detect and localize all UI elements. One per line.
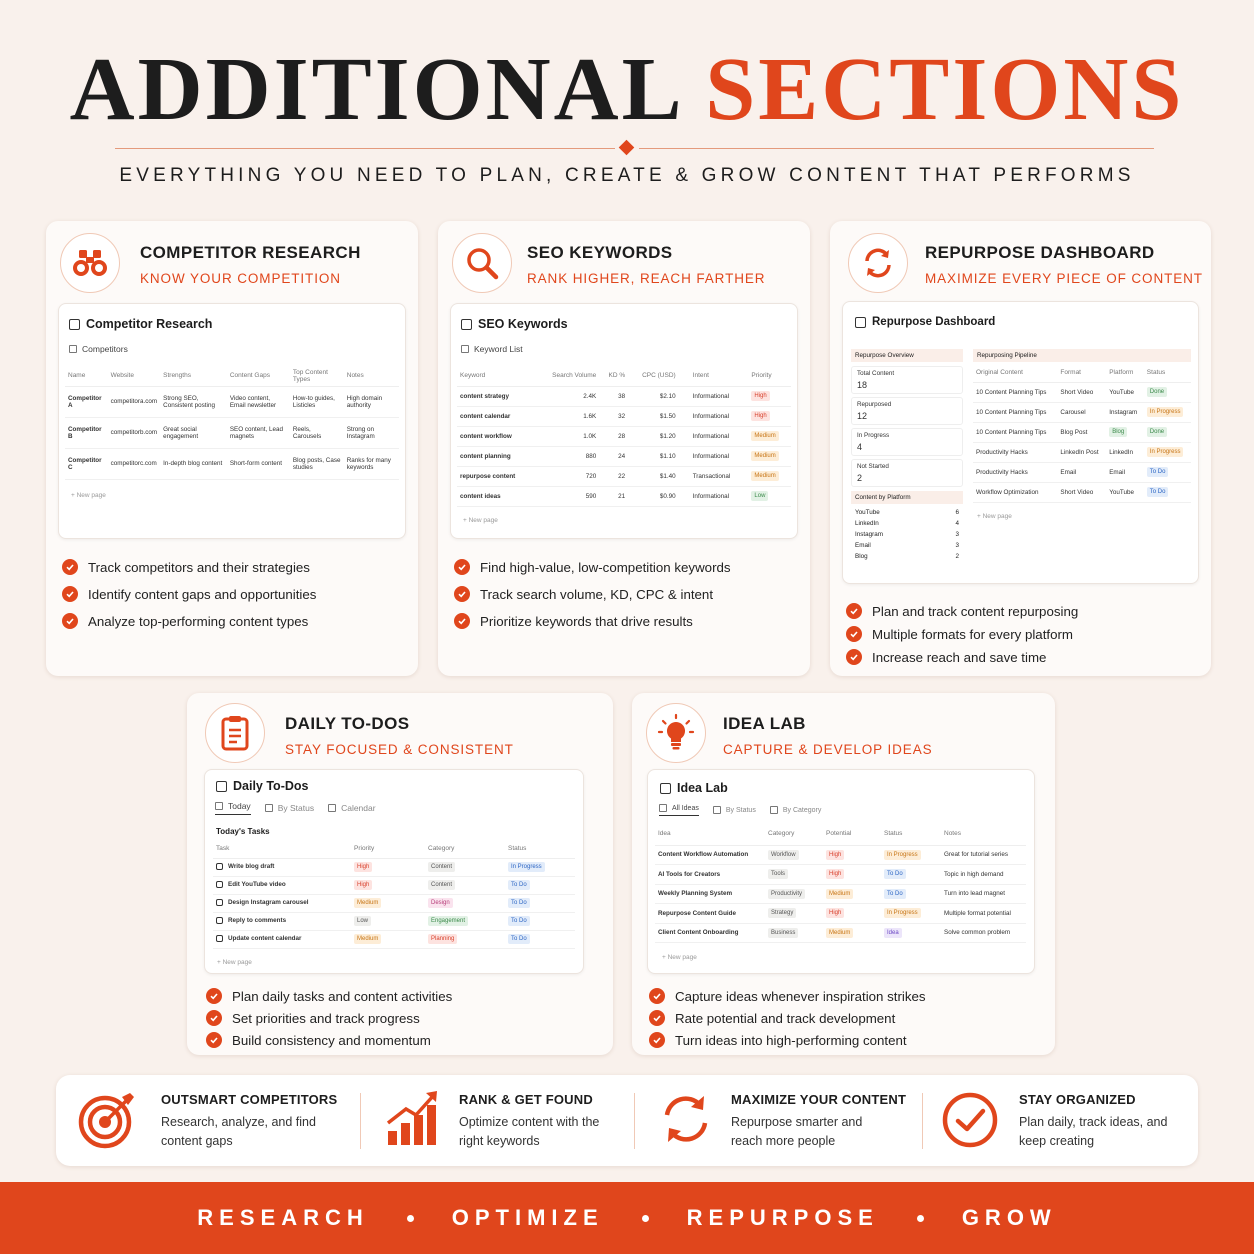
card-title: SEO KEYWORDS (527, 243, 673, 262)
repurpose-screenshot (842, 301, 1199, 584)
lightbulb-icon (646, 703, 706, 763)
category-tag: Design (428, 898, 453, 908)
column-header: Strengths (160, 366, 227, 386)
status-tag: To Do (1147, 467, 1169, 477)
title-part-1: ADDITIONAL (69, 40, 680, 139)
card-title: COMPETITOR RESEARCH (140, 243, 361, 262)
page-title (0, 40, 1254, 140)
potential-tag: Medium (826, 889, 853, 899)
bullet-item: Find high-value, low-competition keywords (454, 559, 731, 575)
category-tag: Productivity (768, 889, 805, 899)
tab-today[interactable]: Today (215, 801, 251, 815)
check-icon (62, 586, 78, 602)
view-tabs (659, 804, 821, 816)
card-subtitle: RANK HIGHER, REACH FARTHER (527, 271, 766, 286)
column-header: KD % (599, 366, 628, 386)
status-tag: To Do (508, 934, 530, 944)
column-header: Potential (823, 823, 881, 845)
idea-row[interactable]: Client Content Onboarding Business Medium Idea Solve common problem (655, 923, 1026, 943)
feature-desc: Research, analyze, and find content gaps (161, 1115, 316, 1148)
new-page-button[interactable]: + New page (463, 517, 498, 524)
card-daily-todos (187, 693, 613, 1055)
column-header: Top Content Types (290, 366, 344, 386)
tab-calendar[interactable]: Calendar (328, 801, 376, 815)
check-icon (649, 1010, 665, 1026)
status-tag: To Do (884, 889, 906, 899)
check-icon (846, 626, 862, 642)
tab-all-ideas[interactable]: All Ideas (659, 804, 699, 816)
screenshot-title: Idea Lab (660, 781, 728, 795)
divider-left (115, 148, 615, 149)
idea-row[interactable]: Repurpose Content Guide Strategy High In Progress Multiple format potential (655, 904, 1026, 924)
card-seo-keywords (438, 221, 810, 676)
check-icon (846, 603, 862, 619)
seo-screenshot (450, 303, 798, 539)
stat-not-started: Not Started 2 (851, 459, 963, 487)
column-header: Keyword (457, 366, 535, 386)
bullet-item: Prioritize keywords that drive results (454, 613, 731, 629)
section-title: Today's Tasks (216, 827, 270, 836)
table-row[interactable]: Workflow Optimization Short Video YouTube To Do (973, 482, 1191, 502)
pipeline-header: Repurposing Pipeline (973, 349, 1191, 362)
platform-row: LinkedIn 4 (855, 520, 959, 527)
board-icon (713, 806, 721, 814)
screenshot-title: Repurpose Dashboard (855, 316, 995, 328)
card-subtitle: KNOW YOUR COMPETITION (140, 271, 341, 286)
priority-tag: High (354, 880, 372, 890)
bullet-item: Rate potential and track development (649, 1010, 926, 1026)
view-tab-keyword-list[interactable]: Keyword List (461, 344, 523, 354)
priority-tag: Medium (354, 898, 381, 908)
task-row[interactable]: Design Instagram carousel Medium Design To Do (213, 894, 575, 912)
column-header: Notes (941, 823, 1026, 845)
column-header: Status (505, 840, 575, 858)
bullet-list (62, 559, 316, 638)
screenshot-title: Competitor Research (69, 317, 212, 331)
status-tag: Done (1147, 387, 1167, 397)
feature-divider (360, 1093, 361, 1149)
database-icon (69, 319, 80, 330)
screenshot-title: Daily To-Dos (216, 779, 308, 793)
task-row[interactable]: Reply to comments Low Engagement To Do (213, 912, 575, 930)
table-row[interactable]: content planning 880 24 $1.10 Informational Medium (457, 446, 791, 466)
divider-diamond (619, 140, 635, 156)
tab-by-status[interactable]: By Status (713, 804, 756, 816)
new-page-button[interactable]: + New page (71, 492, 106, 499)
feature-title: MAXIMIZE YOUR CONTENT (731, 1092, 907, 1107)
column-header: Category (425, 840, 505, 858)
feature-title: STAY ORGANIZED (1019, 1092, 1136, 1107)
check-icon (206, 988, 222, 1004)
feature-title: OUTSMART COMPETITORS (161, 1092, 338, 1107)
platform-row: Blog 2 (855, 553, 959, 560)
table-icon (659, 804, 667, 812)
todos-screenshot (204, 769, 584, 974)
card-subtitle: STAY FOCUSED & CONSISTENT (285, 742, 514, 757)
bullet-list (846, 603, 1078, 674)
status-tag: To Do (1147, 487, 1169, 497)
checkbox[interactable] (216, 935, 223, 942)
page-subtitle: EVERYTHING YOU NEED TO PLAN, CREATE & GROW CONTENT THAT PERFORMS (119, 165, 1135, 186)
new-page-button[interactable]: + New page (977, 512, 1012, 520)
priority-tag: Low (751, 491, 768, 501)
divider-right (639, 148, 1154, 149)
status-tag: To Do (884, 869, 906, 879)
status-tag: To Do (508, 898, 530, 908)
column-header: Category (765, 823, 823, 845)
feature-desc: Repurpose smarter and reach more people (731, 1115, 863, 1148)
column-header: Priority (351, 840, 425, 858)
column-header: Content Gaps (227, 366, 290, 386)
check-icon (846, 649, 862, 665)
column-header: Task (213, 840, 351, 858)
priority-tag: High (354, 862, 372, 872)
ideas-table (655, 823, 1026, 943)
target-icon (78, 1091, 136, 1154)
table-row[interactable]: content ideas 590 21 $0.90 Informational Low (457, 486, 791, 506)
priority-tag: Medium (751, 451, 778, 461)
check-icon (454, 613, 470, 629)
idea-row[interactable]: AI Tools for Creators Tools High To Do Topic in high demand (655, 865, 1026, 885)
column-header: Website (108, 366, 161, 386)
table-row[interactable]: 10 Content Planning Tips Carousel Instagram In Progress (973, 402, 1191, 422)
bullet-item: Plan daily tasks and content activities (206, 988, 452, 1004)
card-title: IDEA LAB (723, 714, 806, 733)
category-tag: Content (428, 862, 455, 872)
column-header: Name (65, 366, 108, 386)
table-row[interactable]: 10 Content Planning Tips Blog Post Blog Done (973, 422, 1191, 442)
features-bar (56, 1075, 1198, 1166)
bullet-item: Multiple formats for every platform (846, 626, 1078, 642)
priority-tag: Medium (751, 471, 778, 481)
column-header: Idea (655, 823, 765, 845)
footer-word-repurpose: REPURPOSE (686, 1205, 879, 1230)
check-circle-icon (941, 1091, 999, 1154)
category-tag: Business (768, 928, 798, 938)
check-icon (454, 559, 470, 575)
view-tab-competitors[interactable]: Competitors (69, 344, 128, 354)
platform-row: YouTube 6 (855, 509, 959, 516)
bullet-item: Increase reach and save time (846, 649, 1078, 665)
pipeline-table (973, 364, 1191, 503)
status-tag: In Progress (1147, 407, 1184, 417)
category-tag: Tools (768, 869, 788, 879)
potential-tag: High (826, 869, 844, 879)
status-tag: Idea (884, 928, 902, 938)
bar-growth-icon (384, 1089, 440, 1152)
platform-header: Content by Platform (851, 491, 963, 504)
check-icon (62, 613, 78, 629)
binoculars-icon (60, 233, 120, 293)
checkbox[interactable] (216, 917, 223, 924)
new-page-button[interactable]: + New page (662, 954, 697, 961)
table-icon (215, 802, 223, 810)
checkbox[interactable] (216, 863, 223, 870)
competitor-table (65, 366, 399, 480)
status-tag: In Progress (508, 862, 545, 872)
stat-total: Total Content 18 (851, 366, 963, 394)
priority-tag: High (751, 411, 769, 421)
potential-tag: High (826, 850, 844, 860)
category-tag: Planning (428, 934, 457, 944)
platform-row: Instagram 3 (855, 531, 959, 538)
column-header: Notes (344, 366, 399, 386)
calendar-icon (216, 781, 227, 792)
table-row[interactable]: repurpose content 720 22 $1.40 Transactional Medium (457, 466, 791, 486)
card-title: DAILY TO-DOS (285, 714, 410, 733)
status-tag: In Progress (884, 908, 921, 918)
feature-desc: Plan daily, track ideas, and keep creating (1019, 1115, 1168, 1148)
check-icon (649, 1032, 665, 1048)
bullet-list (206, 988, 452, 1057)
calendar-icon (328, 804, 336, 812)
check-icon (62, 559, 78, 575)
feature-divider (922, 1093, 923, 1149)
status-tag: To Do (508, 880, 530, 890)
bullet-item: Turn ideas into high-performing content (649, 1032, 926, 1048)
board-icon (770, 806, 778, 814)
checkbox[interactable] (216, 881, 223, 888)
feature-desc: Optimize content with the right keywords (459, 1115, 600, 1148)
column-header: Platform (1106, 364, 1144, 382)
footer-word-research: RESEARCH (197, 1205, 369, 1230)
card-title: REPURPOSE DASHBOARD (925, 243, 1155, 262)
bullet-item: Track search volume, KD, CPC & intent (454, 586, 731, 602)
feature-divider (634, 1093, 635, 1149)
footer-word-grow: GROW (961, 1205, 1057, 1230)
table-row[interactable]: 10 Content Planning Tips Short Video YouTube Done (973, 382, 1191, 402)
screenshot-title: SEO Keywords (461, 317, 568, 331)
priority-tag: Medium (751, 431, 778, 441)
database-icon (660, 783, 671, 794)
status-tag: In Progress (1147, 447, 1184, 457)
category-tag: Engagement (428, 916, 468, 926)
competitor-screenshot (58, 303, 406, 539)
priority-tag: Low (354, 916, 371, 926)
stat-in-progress: In Progress 4 (851, 428, 963, 456)
priority-tag: Medium (354, 934, 381, 944)
title-part-2: SECTIONS (705, 40, 1185, 139)
bullet-item: Identify content gaps and opportunities (62, 586, 316, 602)
board-icon (265, 804, 273, 812)
platform-row: Email 3 (855, 542, 959, 549)
table-row[interactable]: Competitor B competitorb.com Great social engagement SEO content, Lead magnets Reels, Carousels Strong on Instagram (65, 417, 399, 448)
table-row[interactable]: Competitor A competitora.com Strong SEO, Consistent posting Video content, Email newsletter How-to guides, Listicles High domain authority (65, 386, 399, 417)
feature-title: RANK & GET FOUND (459, 1092, 593, 1107)
card-idea-lab (632, 693, 1055, 1055)
footer-dot (917, 1215, 924, 1222)
check-icon (649, 988, 665, 1004)
potential-tag: Medium (826, 928, 853, 938)
bullet-list (454, 559, 731, 638)
checkbox[interactable] (216, 899, 223, 906)
stat-repurposed: Repurposed 12 (851, 397, 963, 425)
status-tag: In Progress (884, 850, 921, 860)
column-header: Status (881, 823, 941, 845)
tasks-table (213, 840, 575, 949)
dashboard-icon (855, 317, 866, 328)
column-header: Format (1057, 364, 1106, 382)
keyword-table (457, 366, 791, 507)
overview-header: Repurpose Overview (851, 349, 963, 362)
table-row[interactable]: Productivity Hacks Email Email To Do (973, 462, 1191, 482)
check-icon (206, 1032, 222, 1048)
table-row[interactable]: Productivity Hacks LinkedIn Post LinkedIn In Progress (973, 442, 1191, 462)
clipboard-icon (205, 703, 265, 763)
column-header: Search Volume (535, 366, 599, 386)
task-row[interactable]: Write blog draft High Content In Progress (213, 858, 575, 876)
column-header: Original Content (973, 364, 1057, 382)
table-icon (461, 345, 469, 353)
table-row[interactable]: Competitor C competitorc.com In-depth blog content Short-form content Blog posts, Case studies Ranks for many keywords (65, 448, 399, 479)
cycle-arrows-icon (658, 1091, 714, 1152)
bullet-item: Build consistency and momentum (206, 1032, 452, 1048)
bullet-list (649, 988, 926, 1057)
category-tag: Workflow (768, 850, 799, 860)
column-header: CPC (USD) (628, 366, 679, 386)
status-tag: To Do (508, 916, 530, 926)
column-header: Intent (679, 366, 749, 386)
potential-tag: High (826, 908, 844, 918)
column-header: Priority (748, 366, 791, 386)
bullet-item: Analyze top-performing content types (62, 613, 316, 629)
status-tag: Done (1147, 427, 1167, 437)
database-icon (461, 319, 472, 330)
table-row[interactable]: content calendar 1.6K 32 $1.50 Informational High (457, 406, 791, 426)
table-row[interactable]: content strategy 2.4K 38 $2.10 Informational High (457, 386, 791, 406)
platform-tag: Blog (1109, 427, 1127, 437)
new-page-button[interactable]: + New page (217, 959, 252, 966)
check-icon (454, 586, 470, 602)
bullet-item: Set priorities and track progress (206, 1010, 452, 1026)
magnifier-icon (452, 233, 512, 293)
bullet-item: Plan and track content repurposing (846, 603, 1078, 619)
tab-by-category[interactable]: By Category (770, 804, 822, 816)
card-repurpose-dashboard (830, 221, 1211, 676)
check-icon (206, 1010, 222, 1026)
footer-dot (642, 1215, 649, 1222)
priority-tag: High (751, 391, 769, 401)
category-tag: Strategy (768, 908, 796, 918)
bullet-item: Track competitors and their strategies (62, 559, 316, 575)
ideas-screenshot (647, 769, 1035, 974)
view-tabs (215, 801, 376, 815)
table-row[interactable]: content workflow 1.0K 28 $1.20 Informational Medium (457, 426, 791, 446)
card-subtitle: CAPTURE & DEVELOP IDEAS (723, 742, 933, 757)
task-row[interactable]: Edit YouTube video High Content To Do (213, 876, 575, 894)
refresh-icon (848, 233, 908, 293)
task-row[interactable]: Update content calendar Medium Planning To Do (213, 930, 575, 948)
category-tag: Content (428, 880, 455, 890)
column-header: Status (1144, 364, 1191, 382)
footer-bar (0, 1182, 1254, 1254)
card-competitor-research (46, 221, 418, 676)
idea-row[interactable]: Weekly Planning System Productivity Medium To Do Turn into lead magnet (655, 884, 1026, 904)
bullet-item: Capture ideas whenever inspiration strikes (649, 988, 926, 1004)
card-subtitle: MAXIMIZE EVERY PIECE OF CONTENT (925, 271, 1203, 286)
table-icon (69, 345, 77, 353)
footer-dot (407, 1215, 414, 1222)
idea-row[interactable]: Content Workflow Automation Workflow High In Progress Great for tutorial series (655, 845, 1026, 865)
tab-by-status[interactable]: By Status (265, 801, 314, 815)
footer-word-optimize: OPTIMIZE (451, 1205, 604, 1230)
